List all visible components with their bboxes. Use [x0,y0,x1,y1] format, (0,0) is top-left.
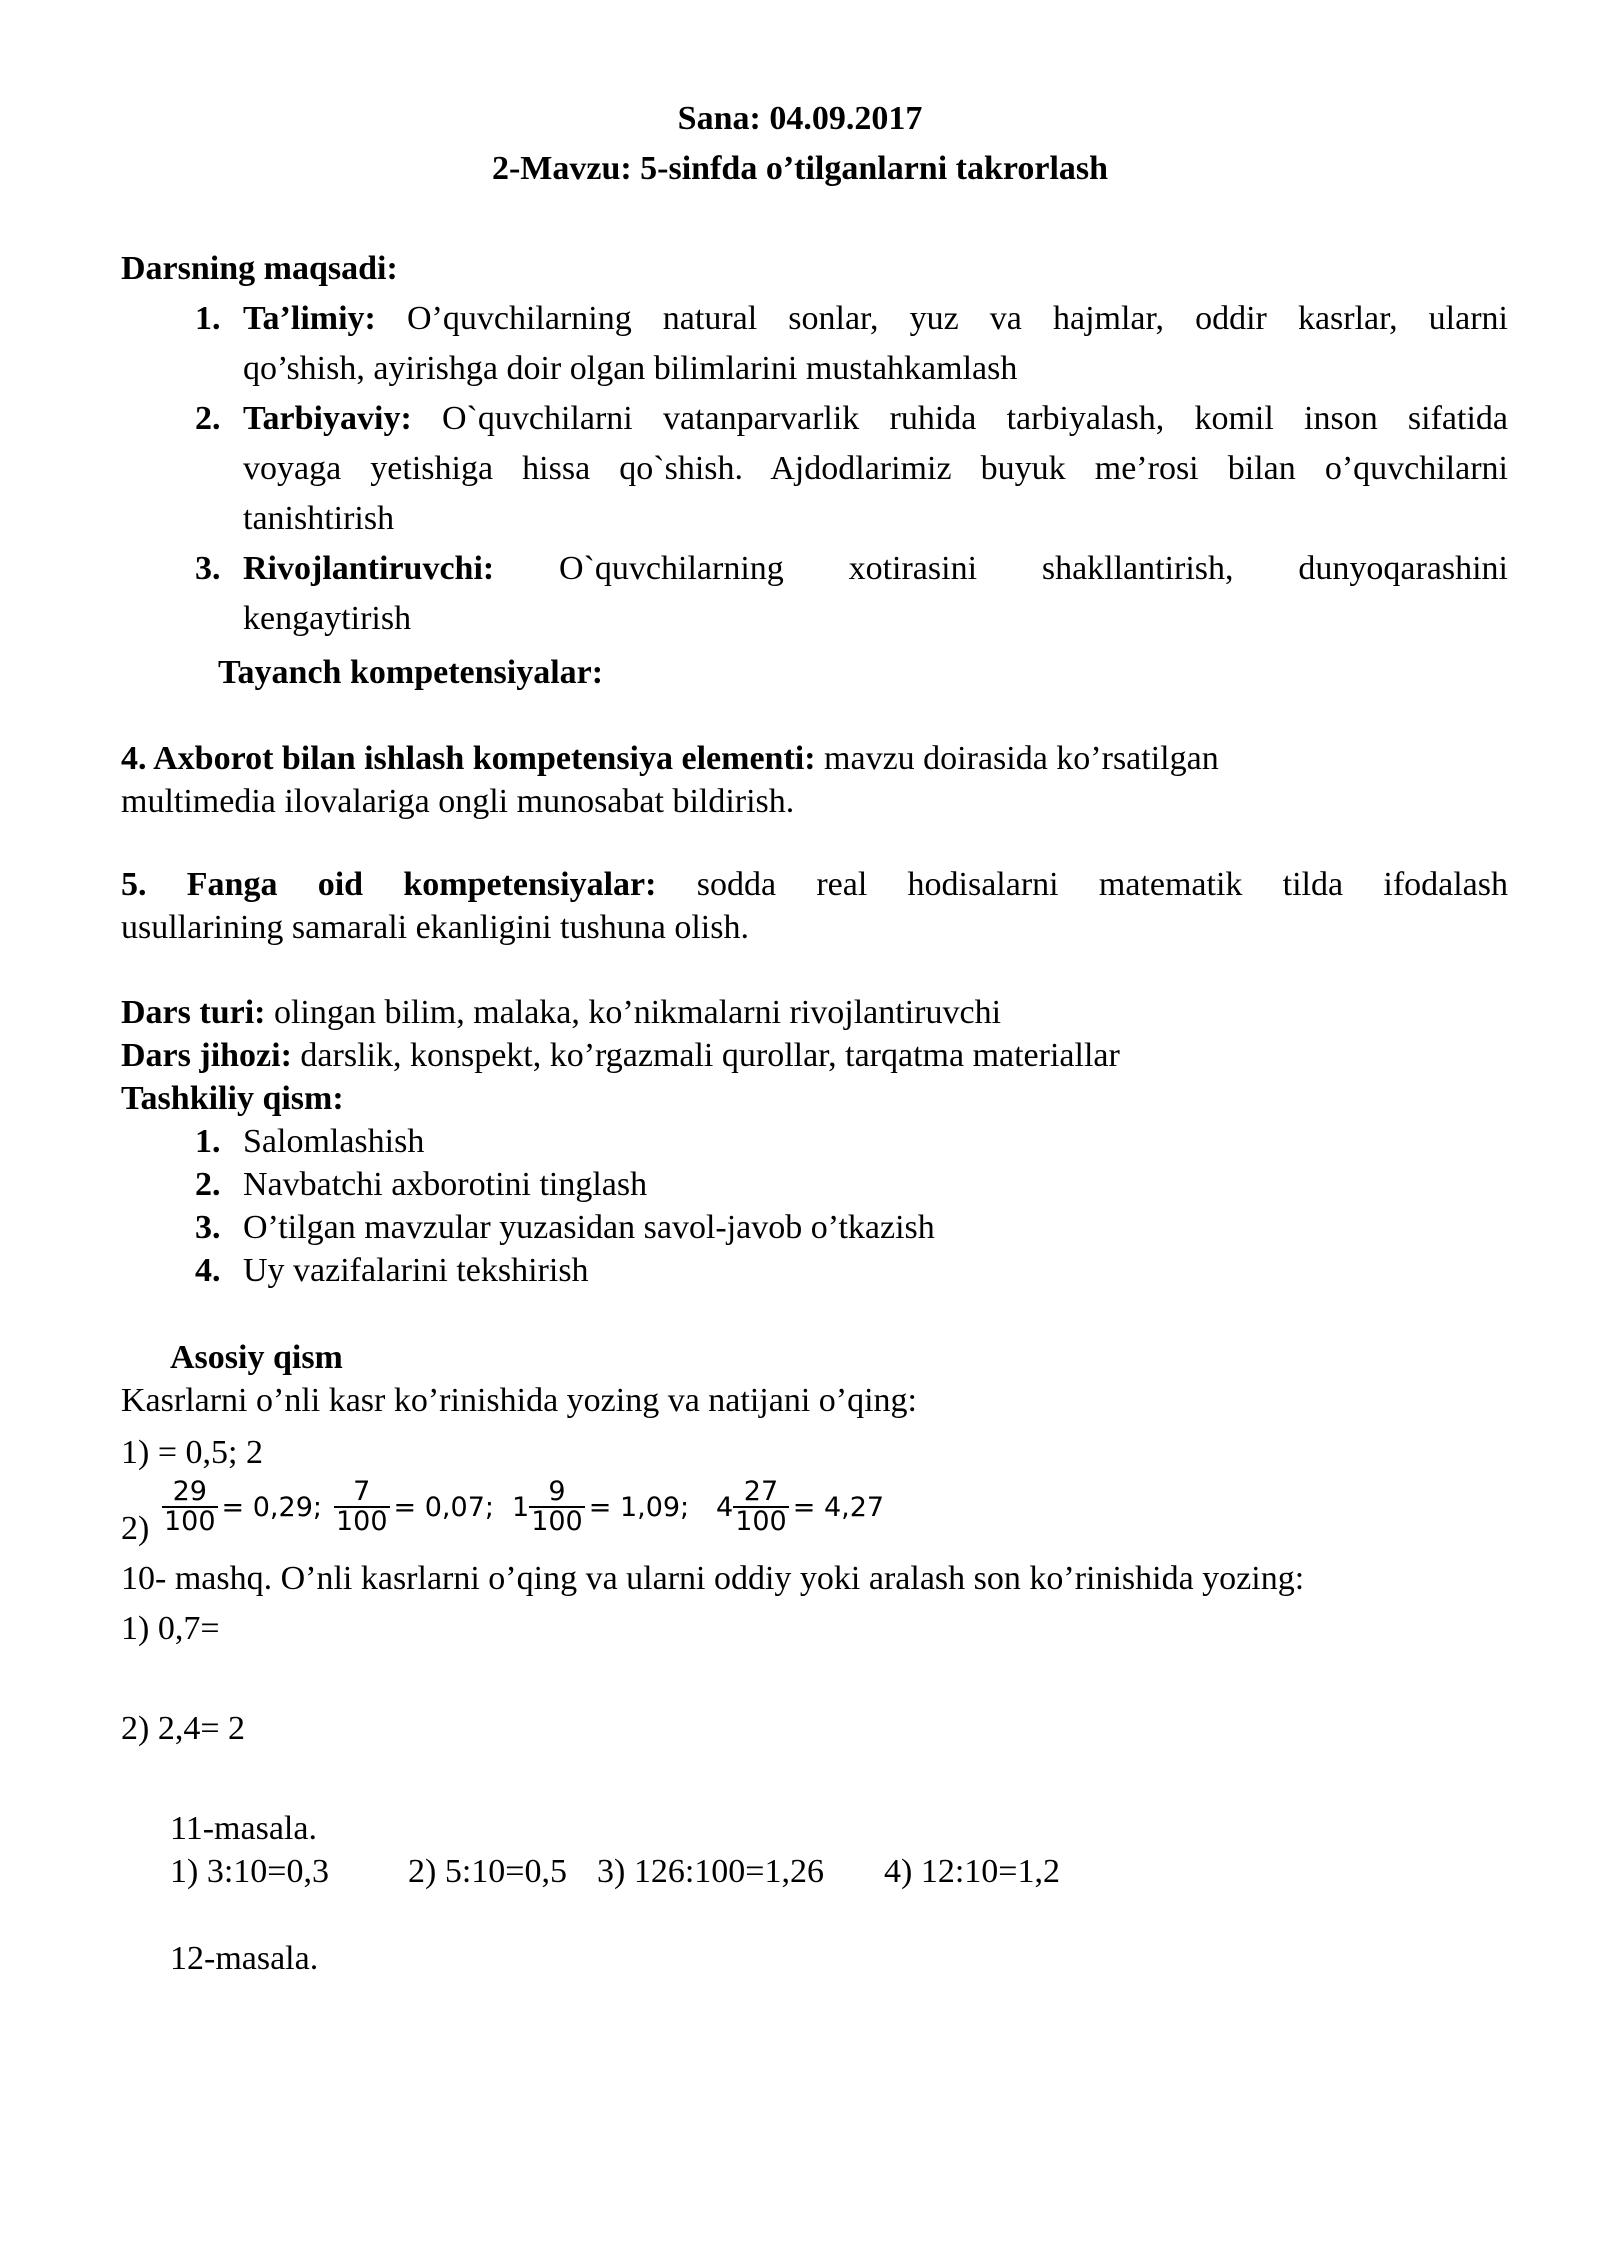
lesson-equipment: Dars jihozi: darslik, konspekt, ko’rgazmali qurollar, tarqatma materiallar [121,1037,1120,1074]
document-page: Sana: 04.09.2017 2-Mavzu: 5-sinfda o’tilganlarni takrorlash Darsning maqsadi: 1. Ta’limiy: O’quvchilarning natural sonlar, yuz va hajmlar, oddir kasrlar, ularni qo’shish, ayirishga doir olgan bilimlarini mustahkamlash 2. Tarbiyaviy: O`quvchilarni vatanparvarlik ruhida tarbiyalash, komil inson sifatida voyaga yetishiga hissa qo`shish. Ajdodlarimiz buyuk me’rosi bilan o’quvchilarni tanishtirish 3. Rivojlantiruvchi: O`quvchilarning xotirasini shakllantirish, dunyoqarashini kengaytirish Tayanch kompetensiyalar: 4. Axborot bilan ishlash kompetensiya elementi: mavzu doirasida ko’rsatilgan multimedia ilovalariga ongli munosabat bildirish. 5. Fanga oid kompetensiyalar: sodda real hodisalarni matematik tilda ifodalash usullarining samarali ekanligini tushuna olish. Dars turi: olingan bilim, malaka, ko’nikmalarni rivojlantiruvchi Dars jihozi: darslik, konspekt, ko’rgazmali qurollar, tarqatma materiallar Tashkiliy qism: 1. Salomlashish 2. Navbatchi axborotini tinglash 3. O’tilgan mavzular yuzasidan savol-javob o’tkazish 4. Uy vazifalarini tekshirish Asosiy qism Kasrlarni o’nli kasr ko’rinishida yozing va natijani o’qing: 1) = 0,5; 2 2) $\frac{29}{100}$ = 0,29; $\frac{7}{100}$ = 0,07; 1 $\frac{9}{100}$ = 1,09; 4 $\frac{27}{100}$ = 4,27 10- mashq. O’nli kasrlarni o’qing va ularni oddiy yoki aralash son ko’rinishida yozing: 1) 0,7= 2) 2,4= 2 11-masala. 1) 3:10=0,3 2) 5:10=0,5 3) 126:100=1,26 4) 12:10=1,2 12-masala. [0,0,1600,2262]
fraction-example: $\frac{29}{100}$ = 0,29; [164,1476,322,1538]
problem-11-item: 2) 5:10=0,5 [408,1853,567,1890]
topic-heading: 2-Mavzu: 5-sinfda o’tilganlarni takrorlash [491,150,1109,187]
competency-5: 5. Fanga oid kompetensiyalar: sodda real hodisalarni matematik tilda ifodalash [121,866,1508,903]
exercise-10-item: 1) 0,7= [121,1610,220,1647]
org-title: Tashkiliy qism: [121,1080,344,1117]
problem-11-item: 4) 12:10=1,2 [884,1853,1060,1890]
exercise-10-item: 2) 2,4= 2 [121,1710,245,1747]
task-text: Kasrlarni o’nli kasr ko’rinishida yozing va natijani o’qing: [121,1382,917,1419]
main-title: Asosiy qism [170,1339,343,1376]
date-heading: Sana: 04.09.2017 [677,100,923,137]
fraction-example: 4 $\frac{27}{100}$ = 4,27 [716,1476,885,1538]
problem-11-title: 11-masala. [170,1810,317,1847]
problem-11-item: 3) 126:100=1,26 [597,1853,824,1890]
goal-label: Ta’limiy: [243,300,376,337]
exercise-10: 10- mashq. O’nli kasrlarni o’qing va ularni oddiy yoki aralash son ko’rinishida yozing: [121,1560,1305,1597]
fraction-example: $\frac{7}{100}$ = 0,07; [336,1476,494,1538]
fraction-example: 1 $\frac{9}{100}$ = 1,09; [512,1476,690,1538]
goal-label: Tarbiyaviy: [243,400,412,437]
example-1: 1) = 0,5; 2 [121,1434,263,1471]
list-item: O’tilgan mavzular yuzasidan savol-javob o’tkazish [243,1209,935,1246]
list-item: Uy vazifalarini tekshirish [243,1252,589,1289]
list-item: Salomlashish [243,1123,425,1160]
lesson-type: Dars turi: olingan bilim, malaka, ko’nikmalarni rivojlantiruvchi [121,994,1002,1031]
problem-12-title: 12-masala. [170,1940,319,1977]
example-2-prefix: 2) [121,1510,150,1547]
problem-11-item: 1) 3:10=0,3 [170,1853,329,1890]
goals-title: Darsning maqsadi: [121,250,398,287]
competencies-title: Tayanch kompetensiyalar: [218,654,604,691]
goal-label: Rivojlantiruvchi: [243,550,495,587]
list-item: Navbatchi axborotini tinglash [243,1166,648,1203]
competency-4: 4. Axborot bilan ishlash kompetensiya elementi: mavzu doirasida ko’rsatilgan [121,740,1219,777]
